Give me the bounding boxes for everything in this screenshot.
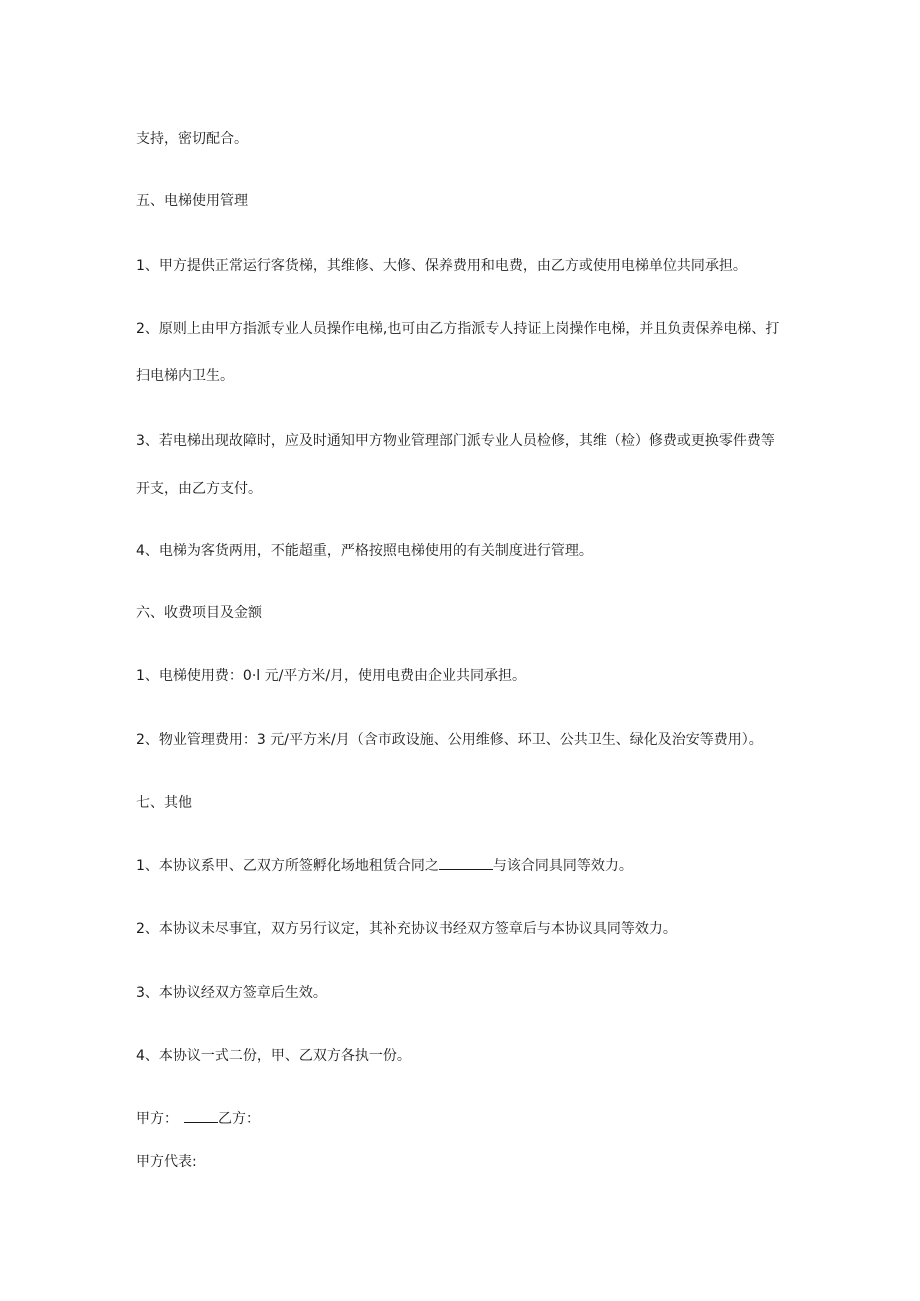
party-a-blank[interactable] [184, 1110, 218, 1123]
clause-7-1-text-before: 1、本协议系甲、乙双方所签孵化场地租赁合同之 [136, 858, 439, 874]
fill-in-blank[interactable] [439, 857, 493, 870]
paragraph-continuation: 支持，密切配合。 [136, 131, 248, 147]
clause-5-1: 1、甲方提供正常运行客货梯，其维修、大修、保养费用和电费，由乙方或使用电梯单位共同承担。 [136, 258, 747, 274]
clause-5-3-line-1: 3、若电梯出现故障时，应及时通知甲方物业管理部门派专业人员检修，其维（检）修费或更换零件费等 [136, 433, 775, 449]
section-heading-7: 七、其他 [136, 795, 192, 811]
signature-line-parties [136, 1110, 260, 1128]
clause-6-1: 1、电梯使用费：0·l 元/平方米/月，使用电费由企业共同承担。 [136, 668, 527, 684]
party-b-label: 乙方： [218, 1111, 260, 1127]
section-heading-6: 六、收费项目及金额 [136, 605, 262, 621]
clause-5-4: 4、电梯为客货两用，不能超重，严格按照电梯使用的有关制度进行管理。 [136, 543, 593, 559]
clause-7-1 [136, 857, 633, 875]
clause-5-2-line-2: 扫电梯内卫生。 [136, 368, 234, 384]
clause-7-4: 4、本协议一式二份，甲、乙双方各执一份。 [136, 1048, 411, 1064]
party-a-representative-label: 甲方代表: [136, 1154, 197, 1170]
section-heading-5: 五、电梯使用管理 [136, 193, 248, 209]
clause-7-1-text-after: 与该合同具同等效力。 [492, 858, 633, 874]
clause-5-3-line-2: 开支，由乙方支付。 [136, 481, 262, 497]
clause-5-2-line-1: 2、原则上由甲方指派专业人员操作电梯,也可由乙方指派专人持证上岗操作电梯，并且负责保养电梯、打 [136, 321, 780, 337]
clause-7-2: 2、本协议未尽事宜，双方另行议定，其补充协议书经双方签章后与本协议具同等效力。 [136, 921, 677, 937]
clause-6-2: 2、物业管理费用：3 元/平方米/月（含市政设施、公用维修、环卫、公共卫生、绿化及治安等费用）。 [136, 732, 763, 748]
party-a-label: 甲方： [136, 1111, 178, 1127]
clause-7-3: 3、本协议经双方签章后生效。 [136, 985, 327, 1001]
